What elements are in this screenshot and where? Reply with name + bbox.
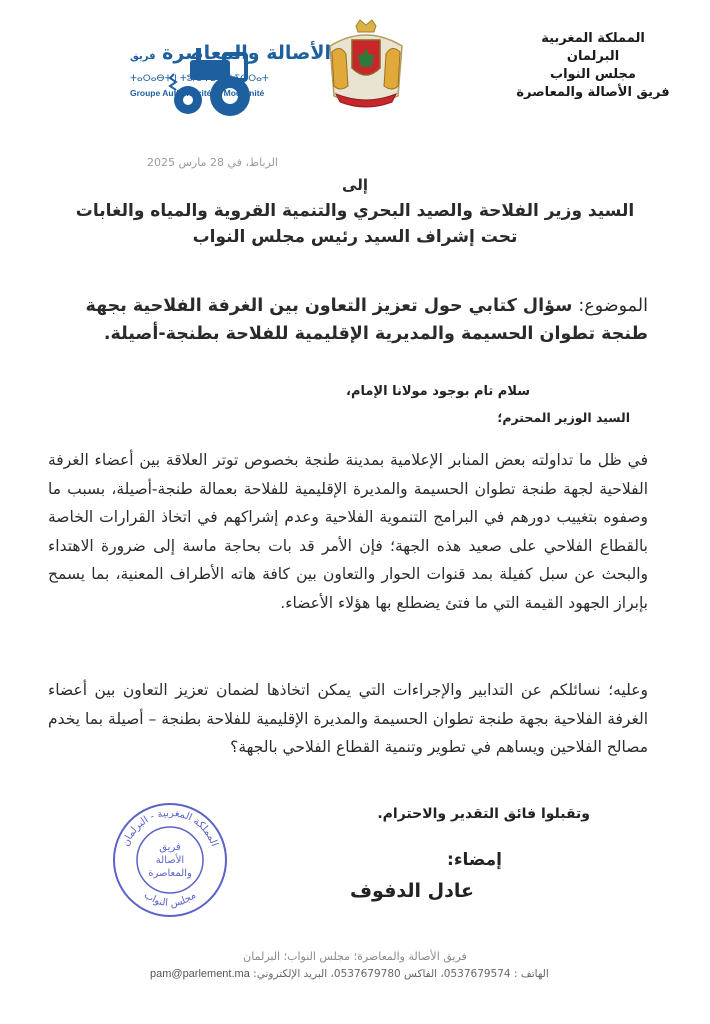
stamp-center-2: الأصالة — [155, 855, 185, 866]
addressee-to: إلى — [342, 176, 368, 194]
stamp-ring-top: المملكة المغربية - البرلمان — [120, 807, 220, 849]
subject-line — [68, 292, 648, 348]
group-label: فريق الأصالة والمعاصرة — [516, 85, 670, 100]
signatory-name: عادل الدفوف — [349, 880, 474, 902]
stamp-ring-bottom: مجلس النواب — [141, 889, 199, 910]
logo-french-name: Groupe Authenticité et Modernité — [130, 88, 265, 98]
party-logo — [44, 40, 332, 120]
signature-label: إمضاء: — [447, 850, 502, 870]
coat-of-arms-icon — [318, 16, 414, 112]
salutation: السيد الوزير المحترم؛ — [497, 410, 630, 425]
parliament-label: البرلمان — [566, 49, 620, 64]
addressee-block — [0, 172, 710, 250]
closing-line: وتقبلوا فائق التقدير والاحترام. — [377, 806, 590, 822]
body-paragraph-1: في ظل ما تداولته بعض المنابر الإعلامية بمدينة طنجة بخصوص توتر العلاقة بين أعضاء الغرفة الفلاحية لجهة طنجة تطوان الحسيمة والمديرة الإقليمية للفلاحة بعمالة طنجة-أصيلة، بسبب ما وصفوه بتغييب دورهم في البرامج التنموية الفلاحية وعدم إشراكهم في اتخاذ القرارات الخاصة بالقطاع الفلاحي على صعيد هذه الجهة؛ فإن الأمر قد بات بحاجة ماسة إلى ضرورة الاهتداء والبحث عن سبل كفيلة بمد قنوات الحوار والتعاون بين كافة هاته الأطراف المعنية، بما يسمح بإبراز الجهود القيمة التي ما فتئ يضطلع بها هؤلاء الأعضاء. — [48, 451, 648, 612]
official-stamp — [110, 800, 230, 920]
letter-date: الرباط، في 28 مارس 2025 — [146, 156, 278, 169]
letterhead-institution — [498, 30, 688, 102]
logo-name-small: فريق — [130, 51, 156, 62]
footer-email[interactable]: pam@parlement.ma — [150, 968, 250, 980]
addressee-supervision: تحت إشراف السيد رئيس مجلس النواب — [192, 227, 518, 247]
greeting: سلام تام بوجود مولانا الإمام، — [346, 384, 530, 399]
house-label: مجلس النواب — [550, 67, 636, 82]
subject-text: سؤال كتابي حول تعزيز التعاون بين الغرفة الفلاحية بجهة طنجة تطوان الحسيمة والمديرية الإقليمية للفلاحة بطنجة-أصيلة. — [85, 296, 648, 344]
stamp-center-1: فريق — [159, 842, 181, 853]
footer-address: فريق الأصالة والمعاصرة؛ مجلس النواب؛ البرلمان — [243, 950, 467, 963]
kingdom-label: المملكة المغربية — [541, 31, 645, 46]
subject-label: الموضوع: — [578, 296, 648, 316]
footer-phone-fax: الهاتف : 0537679574، الفاكس 0537679780، البريد الإلكتروني: — [253, 968, 549, 980]
logo-tifinagh-name: ⵜⴰⵔⴰⴱⵜ ⵏ ⵜⵓⵏⵙⵜⵉ ⴷ ⵜⵉⵔⵔⴰⵜ — [130, 74, 269, 84]
body-paragraph-2: وعليه؛ نسائلكم عن التدابير والإجراءات التي يمكن اتخاذها لضمان تعزيز التعاون بين أعضاء الغرفة الفلاحية بجهة طنجة تطوان الحسيمة والمديرة الإقليمية للفلاحة بطنجة – أصيلة بما يخدم مصالح الفلاحين ويساهم في تطوير وتنمية القطاع الفلاحي بالجهة؟ — [48, 681, 648, 756]
logo-name-main: الأصالة والمعاصرة — [162, 42, 332, 64]
stamp-center-3: والمعاصرة — [148, 868, 192, 879]
addressee-minister: السيد وزير الفلاحة والصيد البحري والتنمية القروية والمياه والغابات — [75, 201, 635, 221]
logo-arabic-name — [130, 42, 331, 64]
footer-contact — [150, 968, 549, 980]
